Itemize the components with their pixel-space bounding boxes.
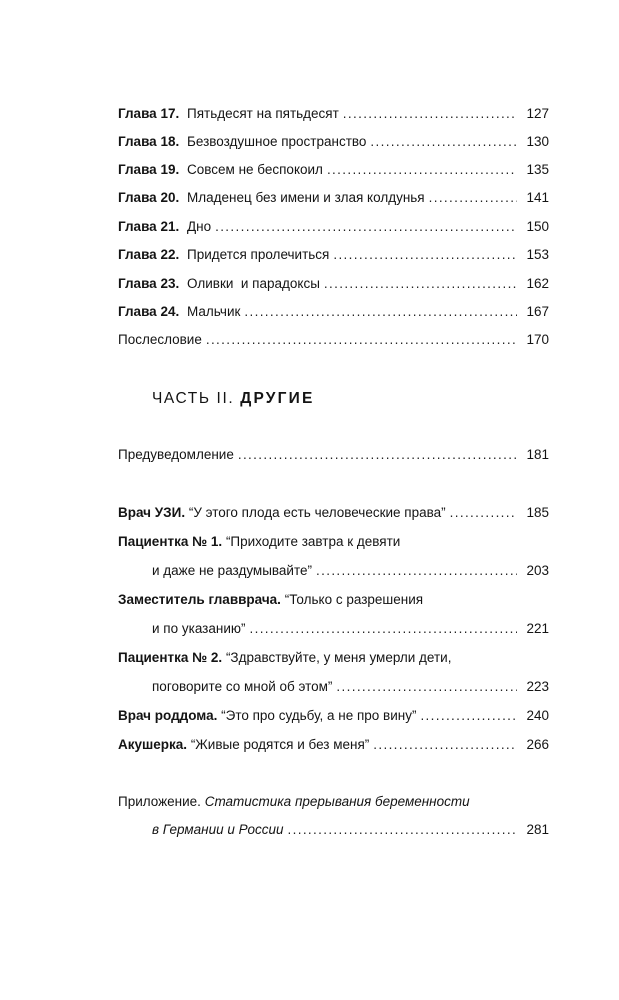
toc-entry-deputy-chief[interactable]	[118, 590, 549, 610]
entry-quote: “Это про судьбу, а не про вину”	[221, 708, 417, 723]
appendix-title: Статистика прерывания беременности	[204, 794, 470, 809]
toc-entry-maternity-doctor[interactable]	[118, 706, 549, 726]
dot-leader	[244, 302, 517, 322]
dot-leader	[288, 820, 517, 840]
dot-leader	[370, 132, 517, 152]
toc-entry-patient-2[interactable]	[118, 648, 549, 668]
speaker-label: Пациентка № 1.	[118, 534, 223, 549]
entry-quote: “У этого плода есть человеческие права”	[188, 505, 446, 520]
chapter-title: Безвоздушное пространство	[187, 134, 367, 149]
chapter-number: Глава 17.	[118, 106, 180, 121]
chapter-number: Глава 23.	[118, 276, 180, 291]
dot-leader	[429, 188, 517, 208]
chapter-title: Совсем не беспокоил	[187, 162, 323, 177]
chapter-number: Глава 22.	[118, 247, 180, 262]
dot-leader	[316, 561, 517, 581]
chapter-title: Мальчик	[187, 304, 241, 319]
toc-entry-chapter-22[interactable]	[118, 245, 549, 265]
toc-entry-chapter-19[interactable]	[118, 160, 549, 180]
page-number: 181	[526, 447, 549, 462]
dot-leader	[333, 245, 517, 265]
chapter-title: Оливки и парадоксы	[187, 276, 320, 291]
dot-leader	[450, 503, 517, 523]
speaker-label: Врач роддома.	[118, 708, 218, 723]
toc-entry-chapter-24[interactable]	[118, 302, 549, 322]
dot-leader	[238, 445, 517, 465]
dot-leader	[250, 619, 518, 639]
toc-entry-patient-1[interactable]	[118, 532, 549, 552]
part-number: ЧАСТЬ II.	[152, 390, 235, 407]
chapter-title: Пятьдесят на пятьдесят	[187, 106, 339, 121]
speaker-label: Врач УЗИ.	[118, 505, 186, 520]
chapter-number: Глава 24.	[118, 304, 180, 319]
chapter-title: Младенец без имени и злая колдунья	[187, 190, 425, 205]
dot-leader	[327, 160, 517, 180]
chapter-number: Глава 18.	[118, 134, 180, 149]
preface-title: Предуведомление	[118, 447, 234, 462]
page-number: 162	[526, 276, 549, 291]
speaker-label: Заместитель главврача.	[118, 592, 281, 607]
page-number: 170	[526, 332, 549, 347]
page-number: 266	[526, 737, 549, 752]
chapter-number: Глава 20.	[118, 190, 180, 205]
page-number: 221	[526, 621, 549, 636]
part-heading	[152, 387, 315, 411]
entry-quote: “Живые родятся и без меня”	[190, 737, 370, 752]
dot-leader	[420, 706, 517, 726]
entry-quote: “Здравствуйте, у меня умерли дети,	[225, 650, 452, 665]
toc-entry-ultrasound-doctor[interactable]	[118, 503, 549, 523]
toc-entry-chapter-21[interactable]	[118, 217, 549, 237]
toc-entry-appendix-cont[interactable]	[152, 820, 549, 840]
chapter-number: Глава 19.	[118, 162, 180, 177]
toc-entry-appendix[interactable]	[118, 792, 549, 812]
dot-leader	[206, 330, 517, 350]
toc-entry-chapter-18[interactable]	[118, 132, 549, 152]
entry-quote: “Только с разрешения	[284, 592, 424, 607]
chapter-number: Глава 21.	[118, 219, 180, 234]
page-number: 223	[526, 679, 549, 694]
page-number: 203	[526, 563, 549, 578]
page-number: 127	[526, 106, 549, 121]
speaker-label: Пациентка № 2.	[118, 650, 223, 665]
page-number: 240	[526, 708, 549, 723]
dot-leader	[324, 274, 517, 294]
page-number: 281	[526, 822, 549, 837]
page-number: 150	[526, 219, 549, 234]
toc-entry-patient-2-cont[interactable]	[152, 677, 549, 697]
chapter-title: Придется пролечиться	[187, 247, 330, 262]
entry-quote: “Приходите завтра к девяти	[225, 534, 401, 549]
page-number: 167	[526, 304, 549, 319]
appendix-title-continued: в Германии и России	[152, 822, 284, 837]
entry-quote-continued: поговорите со мной об этом”	[152, 679, 333, 694]
afterword-title: Послесловие	[118, 332, 202, 347]
toc-entry-afterword[interactable]	[118, 330, 549, 350]
dot-leader	[343, 104, 517, 124]
toc-entry-chapter-23[interactable]	[118, 274, 549, 294]
appendix-label: Приложение.	[118, 794, 201, 809]
chapter-title: Дно	[187, 219, 212, 234]
toc-entry-deputy-chief-cont[interactable]	[152, 619, 549, 639]
toc-entry-chapter-17[interactable]	[118, 104, 549, 124]
page-number: 185	[526, 505, 549, 520]
page-number: 135	[526, 162, 549, 177]
part-title: ДРУГИЕ	[240, 390, 315, 407]
entry-quote-continued: и по указанию”	[152, 621, 246, 636]
toc-entry-chapter-20[interactable]	[118, 188, 549, 208]
page-number: 130	[526, 134, 549, 149]
toc-entry-preface[interactable]	[118, 445, 549, 465]
page-number: 141	[526, 190, 549, 205]
toc-entry-patient-1-cont[interactable]	[152, 561, 549, 581]
dot-leader	[336, 677, 517, 697]
entry-quote-continued: и даже не раздумывайте”	[152, 563, 313, 578]
dot-leader	[373, 735, 517, 755]
toc-entry-midwife[interactable]	[118, 735, 549, 755]
page-number: 153	[526, 247, 549, 262]
speaker-label: Акушерка.	[118, 737, 188, 752]
dot-leader	[215, 217, 517, 237]
